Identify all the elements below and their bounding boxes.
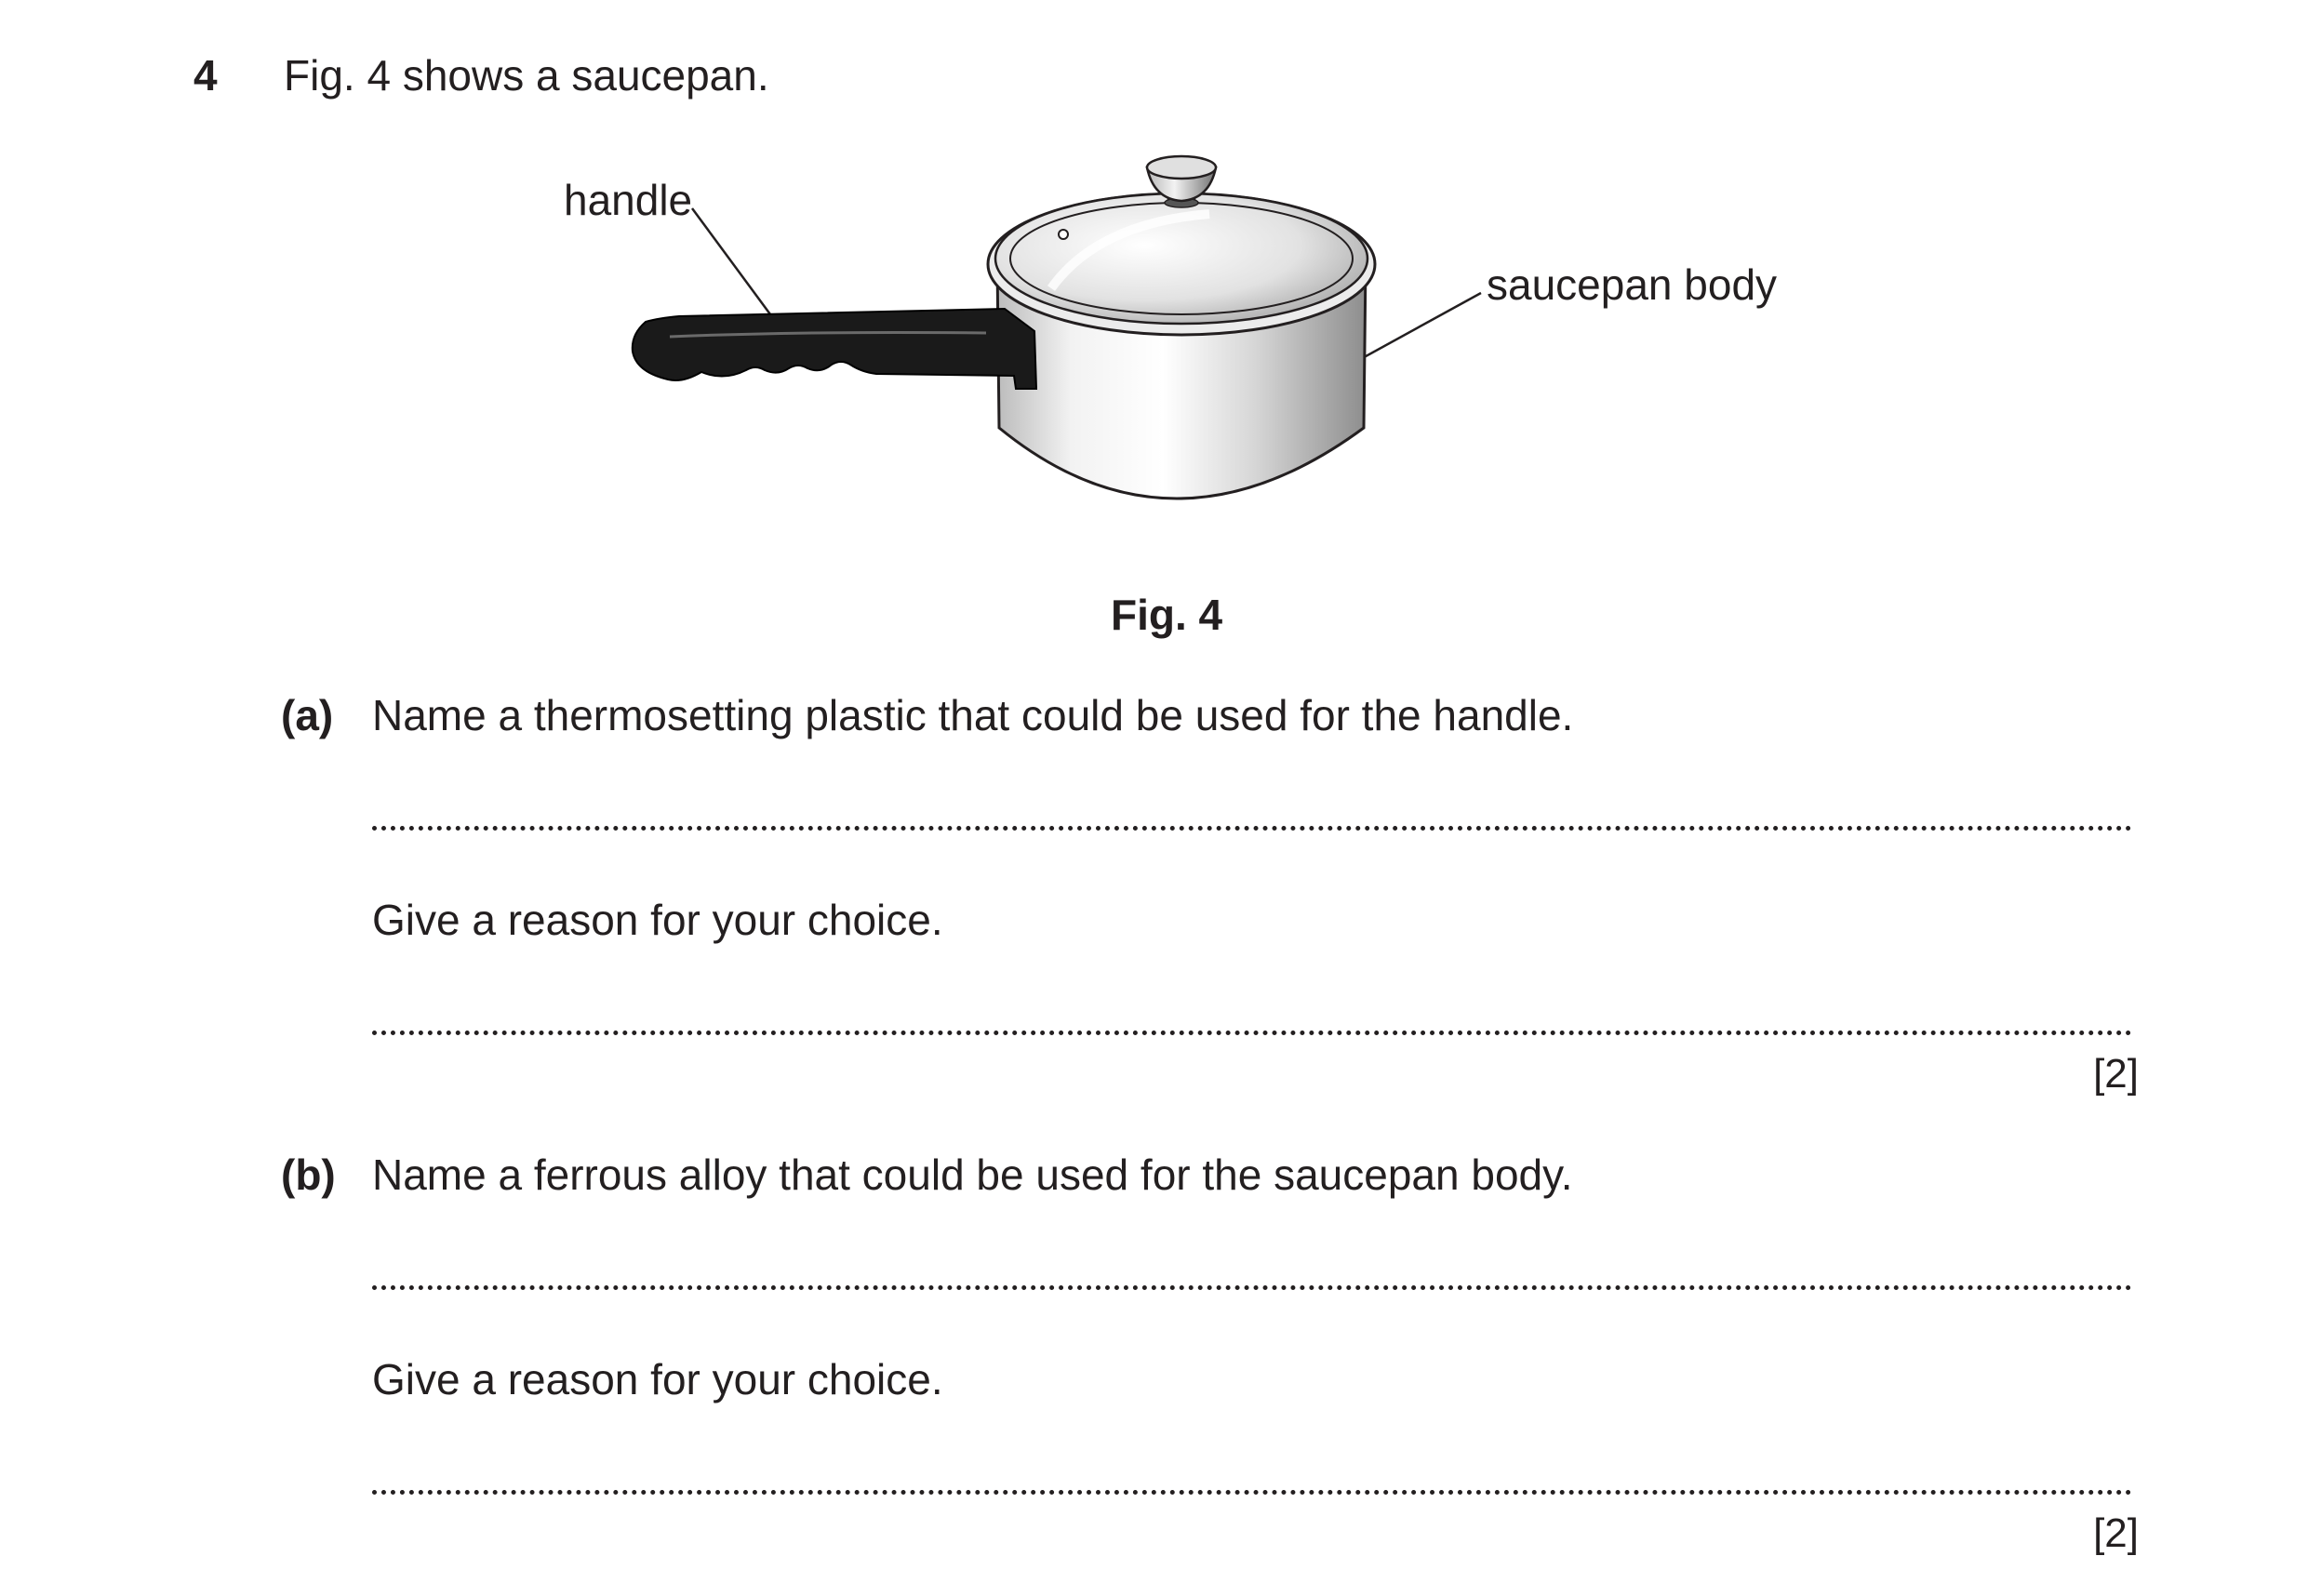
part-b-question: Name a ferrous alloy that could be used for the saucepan body.: [372, 1150, 1573, 1199]
handle-label: handle: [564, 176, 693, 224]
part-a-followup: Give a reason for your choice.: [372, 896, 943, 944]
part-b-label: (b): [281, 1150, 336, 1199]
part-b-marks: [2]: [2093, 1510, 2139, 1556]
part-b-answer-line-1[interactable]: [372, 1285, 2132, 1290]
question-intro: Fig. 4 shows a saucepan.: [284, 51, 769, 100]
part-b-followup: Give a reason for your choice.: [372, 1355, 943, 1403]
part-a-answer-line-1[interactable]: [372, 826, 2132, 831]
part-b-answer-line-2[interactable]: [372, 1490, 2132, 1495]
part-a-marks: [2]: [2093, 1051, 2139, 1097]
saucepan-body-label: saucepan body: [1487, 260, 1778, 309]
saucepan-illustration: [614, 149, 1544, 539]
figure-caption: Fig. 4: [1111, 591, 1223, 639]
question-number: 4: [193, 51, 218, 100]
handle: [633, 309, 1036, 389]
part-a-answer-line-2[interactable]: [372, 1031, 2132, 1035]
saucepan-body: [988, 193, 1375, 499]
part-a-question: Name a thermosetting plastic that could be used for the handle.: [372, 691, 1574, 739]
part-a-label: (a): [281, 691, 334, 739]
handle-leader-line: [692, 208, 770, 314]
